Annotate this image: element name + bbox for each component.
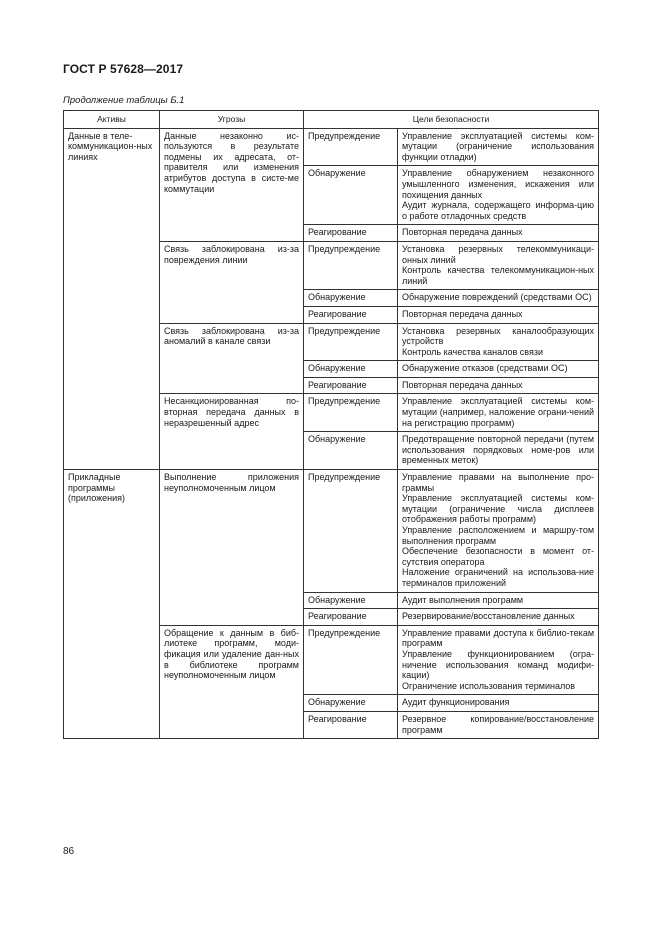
table-header-row xyxy=(64,111,599,129)
objective-line: Управление функционированием (огра-ничение использования команд модифи-кации) xyxy=(402,648,595,681)
threat-cell: Несанкционированная по-вторная передача данных в неразрешенный адрес xyxy=(160,394,304,470)
security-objective-cell xyxy=(398,225,599,242)
asset-cell: Прикладные программы (приложения) xyxy=(64,470,160,739)
column-header-threats: Угрозы xyxy=(160,111,304,129)
page-number: 86 xyxy=(63,846,75,857)
objective-line: Повторная передача данных xyxy=(402,308,523,319)
objective-line: Обнаружение отказов (средствами ОС) xyxy=(402,363,568,374)
table-body xyxy=(64,128,599,739)
threat-cell: Обращение к данным в биб-лиотеке программ, моди-фикация или удаление дан-ных в библиотеке программ неуполномоченным лицом xyxy=(160,625,304,738)
security-objective-cell xyxy=(398,306,599,323)
objective-line: Ограничение использования терминалов xyxy=(402,680,576,691)
threat-cell: Связь заблокирована из-за повреждения линии xyxy=(160,241,304,323)
measure-type-cell: Предупреждение xyxy=(304,470,398,593)
objective-line: Контроль качества каналов связи xyxy=(402,346,544,357)
measure-type-cell: Предупреждение xyxy=(304,394,398,432)
objective-line: Управление расположением и маршру-том выполнения программ xyxy=(402,525,595,546)
security-objective-cell xyxy=(398,711,599,738)
measure-type-cell: Реагирование xyxy=(304,306,398,323)
objective-line: Управление обнаружением незаконного умышленного изменения, искажения или похищения данных xyxy=(402,168,595,200)
security-objective-cell xyxy=(398,625,599,695)
document-header: ГОСТ Р 57628—2017 xyxy=(63,62,184,76)
objective-line: Аудит функционирования xyxy=(402,697,510,708)
objective-line: Управление эксплуатацией системы ком-мутации (ограничение числа дисплеев отображения работы программ) xyxy=(402,493,595,525)
objective-line: Повторная передача данных xyxy=(402,227,523,238)
objective-line: Управление правами на выполнение про-граммы xyxy=(402,472,595,493)
objective-line: Предотвращение повторной передачи (путем использования порядковых номе-ров или временных меток) xyxy=(402,434,595,466)
measure-type-cell: Обнаружение xyxy=(304,361,398,378)
objective-line: Аудит журнала, содержащего информа-цию о работе отладочных средств xyxy=(402,200,595,221)
objective-line: Аудит выполнения программ xyxy=(402,594,524,605)
measure-type-cell: Обнаружение xyxy=(304,695,398,712)
table-row xyxy=(64,470,599,593)
table-caption: Продолжение таблицы Б.1 xyxy=(63,95,185,106)
objective-line: Управление эксплуатацией системы ком-мутации (например, наложение ограни-чений на регистрацию программ) xyxy=(402,396,595,428)
asset-cell: Данные в теле-коммуникацион-ных линиях xyxy=(64,128,160,469)
objective-line: Управление правами доступа к библио-текам программ xyxy=(402,627,595,649)
table-row xyxy=(64,128,599,166)
security-table xyxy=(63,110,599,739)
column-header-goals: Цели безопасности xyxy=(304,111,599,129)
threat-cell: Выполнение приложения неуполномоченным лицом xyxy=(160,470,304,626)
security-objective-cell xyxy=(398,290,599,307)
security-objective-cell xyxy=(398,323,599,361)
measure-type-cell: Реагирование xyxy=(304,225,398,242)
objective-line: Наложение ограничений на использова-ние терминалов приложений xyxy=(402,567,595,588)
measure-type-cell: Обнаружение xyxy=(304,432,398,470)
security-objective-cell xyxy=(398,432,599,470)
objective-line: Контроль качества телекоммуникацион-ных линий xyxy=(402,265,595,286)
objective-line: Резервное копирование/восстановление программ xyxy=(402,713,595,735)
measure-type-cell: Предупреждение xyxy=(304,323,398,361)
security-objective-cell xyxy=(398,695,599,712)
measure-type-cell: Предупреждение xyxy=(304,128,398,166)
objective-line: Установка резервных каналообразующих устройств xyxy=(402,325,595,347)
objective-line: Установка резервных телекоммуникаци-онных линий xyxy=(402,243,595,265)
measure-type-cell: Реагирование xyxy=(304,609,398,626)
measure-type-cell: Реагирование xyxy=(304,711,398,738)
security-objective-cell xyxy=(398,609,599,626)
security-objective-cell xyxy=(398,128,599,166)
security-objective-cell xyxy=(398,377,599,394)
security-objective-cell xyxy=(398,166,599,225)
measure-type-cell: Обнаружение xyxy=(304,290,398,307)
objective-line: Повторная передача данных xyxy=(402,379,523,390)
security-objective-cell xyxy=(398,394,599,432)
measure-type-cell: Предупреждение xyxy=(304,625,398,695)
security-objective-cell xyxy=(398,241,599,289)
measure-type-cell: Обнаружение xyxy=(304,166,398,225)
security-objective-cell xyxy=(398,470,599,593)
column-header-assets: Активы xyxy=(64,111,160,129)
measure-type-cell: Обнаружение xyxy=(304,592,398,609)
threat-cell: Связь заблокирована из-за аномалий в канале связи xyxy=(160,323,304,394)
objective-line: Резервирование/восстановление данных xyxy=(402,611,575,622)
measure-type-cell: Реагирование xyxy=(304,377,398,394)
objective-line: Обнаружение повреждений (средствами ОС) xyxy=(402,292,592,303)
objective-line: Обеспечение безопасности в момент от-сутствия оператора xyxy=(402,546,595,567)
measure-type-cell: Предупреждение xyxy=(304,241,398,289)
threat-cell: Данные незаконно ис-пользуются в результате подмены их адресата, от-правителя или изменения атрибутов доступа в систе-ме коммутации xyxy=(160,128,304,241)
security-objective-cell xyxy=(398,361,599,378)
objective-line: Управление эксплуатацией системы ком-мутации (ограничение использования функции отладки) xyxy=(402,130,595,162)
security-objective-cell xyxy=(398,592,599,609)
